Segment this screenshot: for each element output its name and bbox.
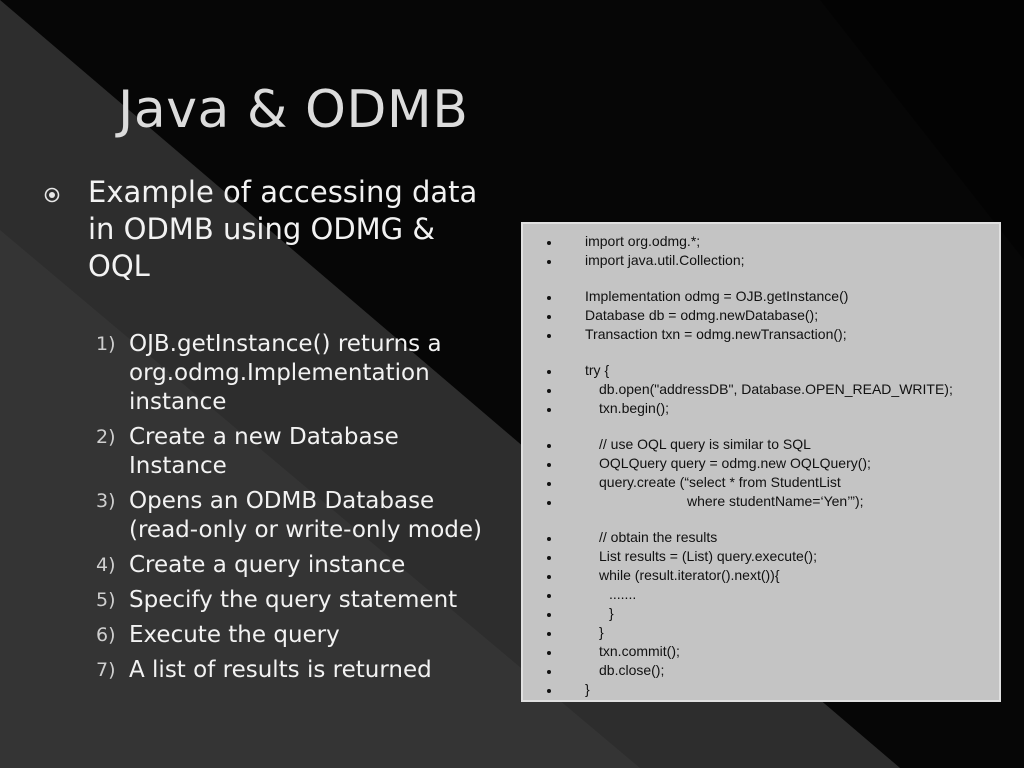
circle-bullet-icon bbox=[44, 187, 60, 203]
step-number: 7) bbox=[96, 659, 116, 681]
code-line bbox=[523, 566, 1001, 585]
code-bullet-icon bbox=[547, 594, 551, 598]
code-text: try { bbox=[585, 362, 610, 378]
step-text: Create a new Database Instance bbox=[129, 424, 399, 479]
step-item bbox=[96, 551, 536, 580]
code-text: Transaction txn = odmg.newTransaction(); bbox=[585, 326, 847, 342]
step-text: Specify the query statement bbox=[129, 587, 458, 613]
code-text: db.close(); bbox=[599, 662, 665, 678]
code-text: List results = (List) query.execute(); bbox=[599, 548, 817, 564]
code-line bbox=[523, 380, 1001, 399]
step-text: Create a query instance bbox=[129, 552, 406, 578]
code-bullet-icon bbox=[547, 334, 551, 338]
code-line bbox=[523, 547, 1001, 566]
code-line bbox=[523, 492, 1001, 511]
step-number: 1) bbox=[96, 333, 116, 355]
step-number: 2) bbox=[96, 426, 116, 448]
code-line bbox=[523, 435, 1001, 454]
step-item bbox=[96, 487, 536, 545]
code-bullet-icon bbox=[547, 482, 551, 486]
code-bullet-icon bbox=[547, 296, 551, 300]
code-line bbox=[523, 251, 1001, 270]
code-line bbox=[523, 528, 1001, 547]
code-line bbox=[523, 585, 1001, 604]
code-line bbox=[523, 325, 1001, 344]
code-bullet-icon bbox=[547, 501, 551, 505]
code-line bbox=[523, 399, 1001, 418]
step-item bbox=[96, 621, 536, 650]
step-item bbox=[96, 330, 536, 417]
code-text: // obtain the results bbox=[599, 529, 718, 545]
code-line bbox=[523, 361, 1001, 380]
code-bullet-icon bbox=[547, 463, 551, 467]
code-text: import org.odmg.*; bbox=[585, 233, 701, 249]
code-bullet-icon bbox=[547, 260, 551, 264]
step-item bbox=[96, 656, 536, 685]
code-bullet-icon bbox=[547, 651, 551, 655]
step-item bbox=[96, 586, 536, 615]
code-line bbox=[523, 232, 1001, 251]
code-text: } bbox=[609, 605, 614, 621]
step-item bbox=[96, 423, 536, 481]
main-bullet-text: Example of accessing data in ODMB using ODMG & OQL bbox=[88, 175, 478, 283]
steps-list bbox=[96, 330, 536, 691]
code-bullet-icon bbox=[547, 632, 551, 636]
code-text: ....... bbox=[609, 586, 637, 602]
code-text: // use OQL query is similar to SQL bbox=[599, 436, 811, 452]
code-line bbox=[523, 623, 1001, 642]
code-bullet-icon bbox=[547, 389, 551, 393]
code-text: query.create (“select * from StudentList bbox=[599, 474, 841, 490]
code-line bbox=[523, 454, 1001, 473]
step-text: Execute the query bbox=[129, 622, 340, 648]
step-number: 6) bbox=[96, 624, 116, 646]
code-line bbox=[523, 473, 1001, 492]
step-text: Opens an ODMB Database (read-only or write-only mode) bbox=[129, 488, 483, 543]
code-bullet-icon bbox=[547, 444, 551, 448]
step-text: A list of results is returned bbox=[129, 657, 432, 683]
code-text: Database db = odmg.newDatabase(); bbox=[585, 307, 819, 323]
code-listing bbox=[521, 222, 1001, 702]
code-text: db.open("addressDB", Database.OPEN_READ_WRITE); bbox=[599, 381, 953, 397]
main-bullet bbox=[44, 174, 484, 285]
code-line bbox=[523, 604, 1001, 623]
code-text: import java.util.Collection; bbox=[585, 252, 745, 268]
code-bullet-icon bbox=[547, 575, 551, 579]
step-number: 4) bbox=[96, 554, 116, 576]
code-bullet-icon bbox=[547, 689, 551, 693]
code-text: txn.begin(); bbox=[599, 400, 670, 416]
code-line bbox=[523, 306, 1001, 325]
code-bullet-icon bbox=[547, 613, 551, 617]
code-bullet-icon bbox=[547, 537, 551, 541]
code-text: } bbox=[585, 681, 590, 697]
code-bullet-icon bbox=[547, 408, 551, 412]
code-text: while (result.iterator().next()){ bbox=[599, 567, 780, 583]
code-line bbox=[523, 661, 1001, 680]
code-text: Implementation odmg = OJB.getInstance() bbox=[585, 288, 849, 304]
code-bullet-icon bbox=[547, 556, 551, 560]
slide-title: Java & ODMB bbox=[118, 80, 469, 140]
code-text: txn.commit(); bbox=[599, 643, 680, 659]
code-bullet-icon bbox=[547, 315, 551, 319]
code-text: OQLQuery query = odmg.new OQLQuery(); bbox=[599, 455, 871, 471]
code-line bbox=[523, 287, 1001, 306]
code-bullet-icon bbox=[547, 241, 551, 245]
code-bullet-icon bbox=[547, 370, 551, 374]
code-bullet-icon bbox=[547, 670, 551, 674]
code-line bbox=[523, 642, 1001, 661]
step-number: 3) bbox=[96, 490, 116, 512]
code-text: where studentName=‘Yen’”); bbox=[687, 493, 864, 509]
step-text: OJB.getInstance() returns a org.odmg.Implementation instance bbox=[129, 331, 442, 415]
code-text: } bbox=[599, 624, 604, 640]
code-line bbox=[523, 680, 1001, 699]
step-number: 5) bbox=[96, 589, 116, 611]
